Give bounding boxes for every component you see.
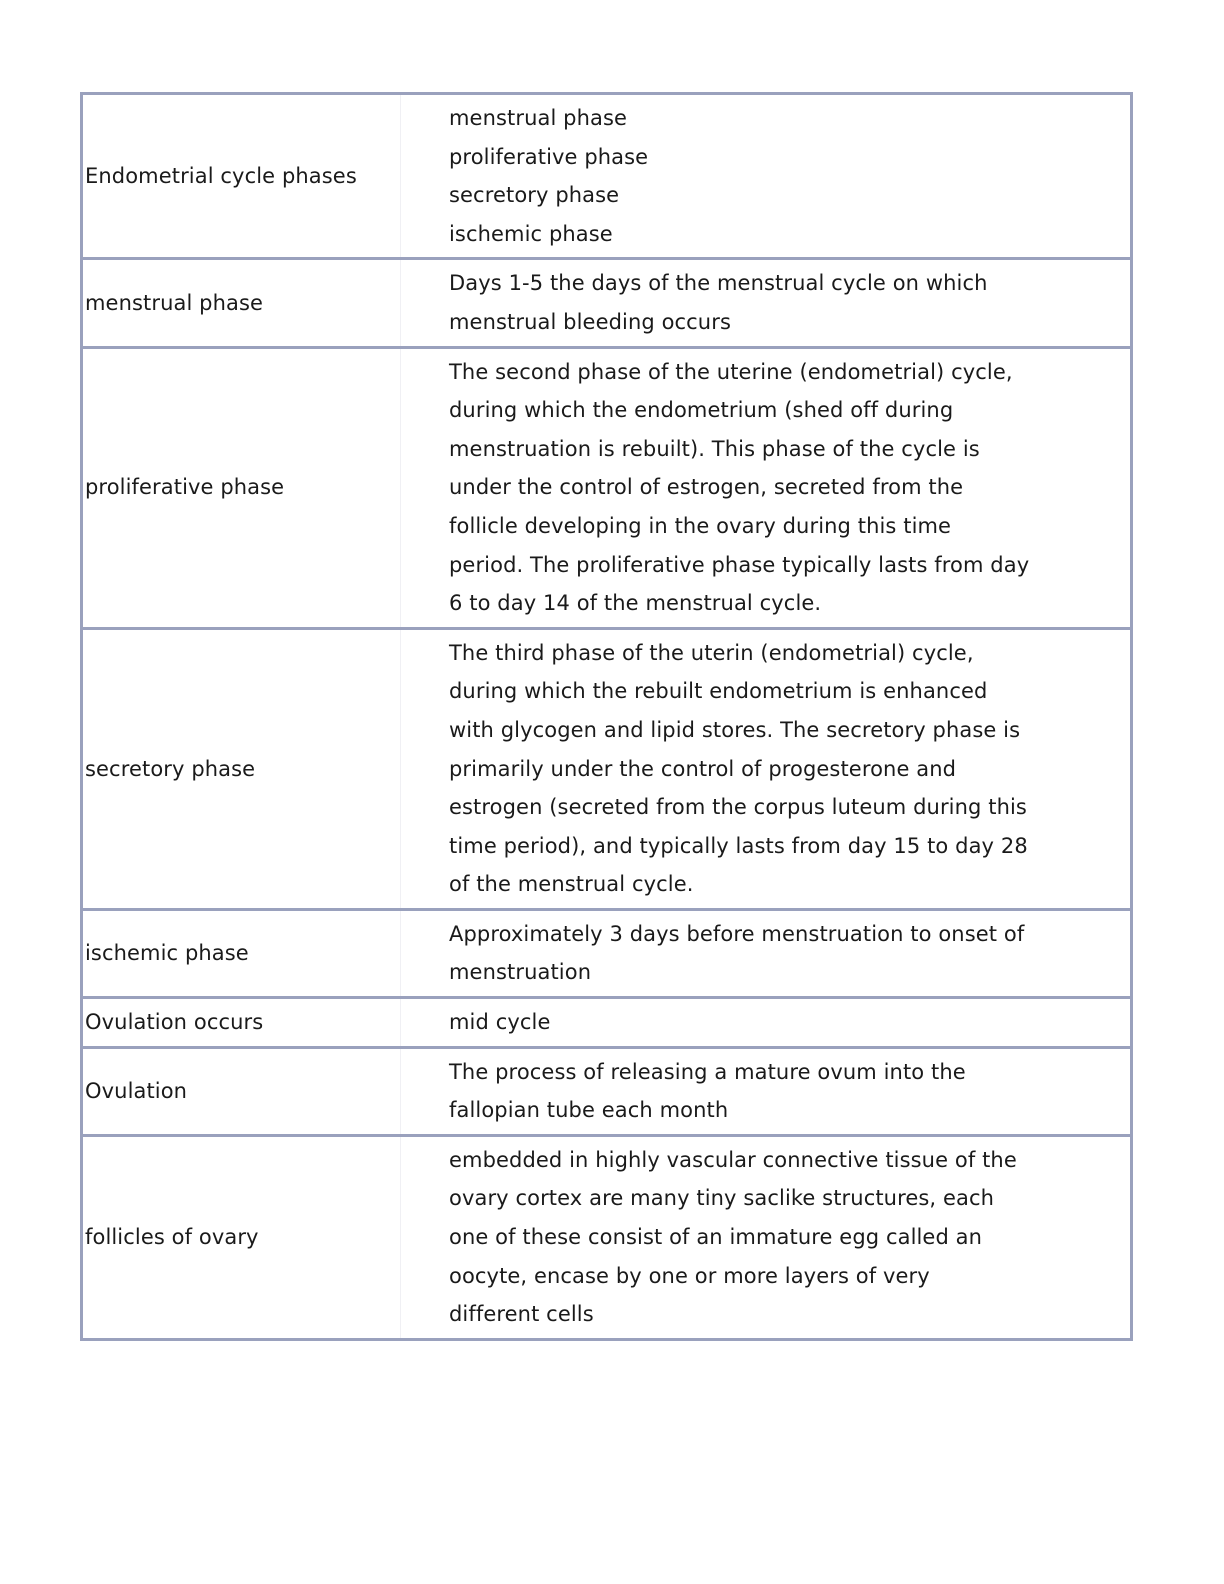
definition-cell bbox=[401, 998, 1132, 1048]
definition-line: during which the endometrium (shed off during bbox=[449, 398, 954, 423]
definition-line: primarily under the control of progesterone and bbox=[449, 756, 957, 781]
term-cell: menstrual phase bbox=[82, 259, 401, 347]
definition-line: follicle developing in the ovary during this time bbox=[449, 513, 952, 538]
definition-line: secretory phase bbox=[449, 183, 620, 208]
table-row bbox=[82, 909, 1132, 997]
term-cell: follicles of ovary bbox=[82, 1135, 401, 1339]
table-row bbox=[82, 1047, 1132, 1135]
definition-line: with glycogen and lipid stores. The secretory phase is bbox=[449, 717, 1021, 742]
definition-line: time period), and typically lasts from day 15 to day 28 bbox=[449, 833, 1028, 858]
definition-line: different cells bbox=[449, 1302, 594, 1327]
table-row bbox=[82, 259, 1132, 347]
term-cell: secretory phase bbox=[82, 628, 401, 909]
flashcard-table bbox=[80, 92, 1133, 1341]
term-cell: proliferative phase bbox=[82, 347, 401, 628]
definition-line: ischemic phase bbox=[449, 221, 613, 246]
definition-line: 6 to day 14 of the menstrual cycle. bbox=[449, 591, 822, 616]
definition-line: Days 1-5 the days of the menstrual cycle on which bbox=[449, 271, 988, 296]
definition-line: during which the rebuilt endometrium is enhanced bbox=[449, 679, 988, 704]
term-cell: ischemic phase bbox=[82, 909, 401, 997]
table-row bbox=[82, 998, 1132, 1048]
definition-line: oocyte, encase by one or more layers of very bbox=[449, 1263, 930, 1288]
definition-line: The process of releasing a mature ovum into the bbox=[449, 1059, 966, 1084]
term-cell: Ovulation occurs bbox=[82, 998, 401, 1048]
definition-line: under the control of estrogen, secreted from the bbox=[449, 475, 964, 500]
definition-line: menstrual bleeding occurs bbox=[449, 309, 731, 334]
definition-line: menstruation is rebuilt). This phase of the cycle is bbox=[449, 436, 980, 461]
definition-cell bbox=[401, 628, 1132, 909]
definition-line: ovary cortex are many tiny saclike structures, each bbox=[449, 1186, 995, 1211]
definition-cell bbox=[401, 259, 1132, 347]
definition-line: proliferative phase bbox=[449, 144, 649, 169]
definition-cell bbox=[401, 1135, 1132, 1339]
definition-line: menstruation bbox=[449, 960, 592, 985]
term-cell: Ovulation bbox=[82, 1047, 401, 1135]
definition-line: fallopian tube each month bbox=[449, 1098, 729, 1123]
definition-cell bbox=[401, 909, 1132, 997]
definition-cell bbox=[401, 1047, 1132, 1135]
table-row bbox=[82, 347, 1132, 628]
table-row bbox=[82, 1135, 1132, 1339]
term-cell: Endometrial cycle phases bbox=[82, 94, 401, 259]
table-row bbox=[82, 628, 1132, 909]
definition-cell bbox=[401, 347, 1132, 628]
definition-line: mid cycle bbox=[449, 1010, 551, 1035]
definition-cell bbox=[401, 94, 1132, 259]
definition-line: embedded in highly vascular connective tissue of the bbox=[449, 1147, 1017, 1172]
definition-line: The second phase of the uterine (endometrial) cycle, bbox=[449, 359, 1013, 384]
definition-line: of the menstrual cycle. bbox=[449, 872, 694, 897]
definition-line: menstrual phase bbox=[449, 106, 628, 130]
definition-line: The third phase of the uterin (endometrial) cycle, bbox=[449, 640, 974, 665]
definition-line: Approximately 3 days before menstruation to onset of bbox=[449, 921, 1025, 946]
definition-line: one of these consist of an immature egg called an bbox=[449, 1225, 983, 1250]
definition-line: period. The proliferative phase typically lasts from day bbox=[449, 552, 1030, 577]
definition-line: estrogen (secreted from the corpus luteum during this bbox=[449, 795, 1027, 820]
table-row bbox=[82, 94, 1132, 259]
